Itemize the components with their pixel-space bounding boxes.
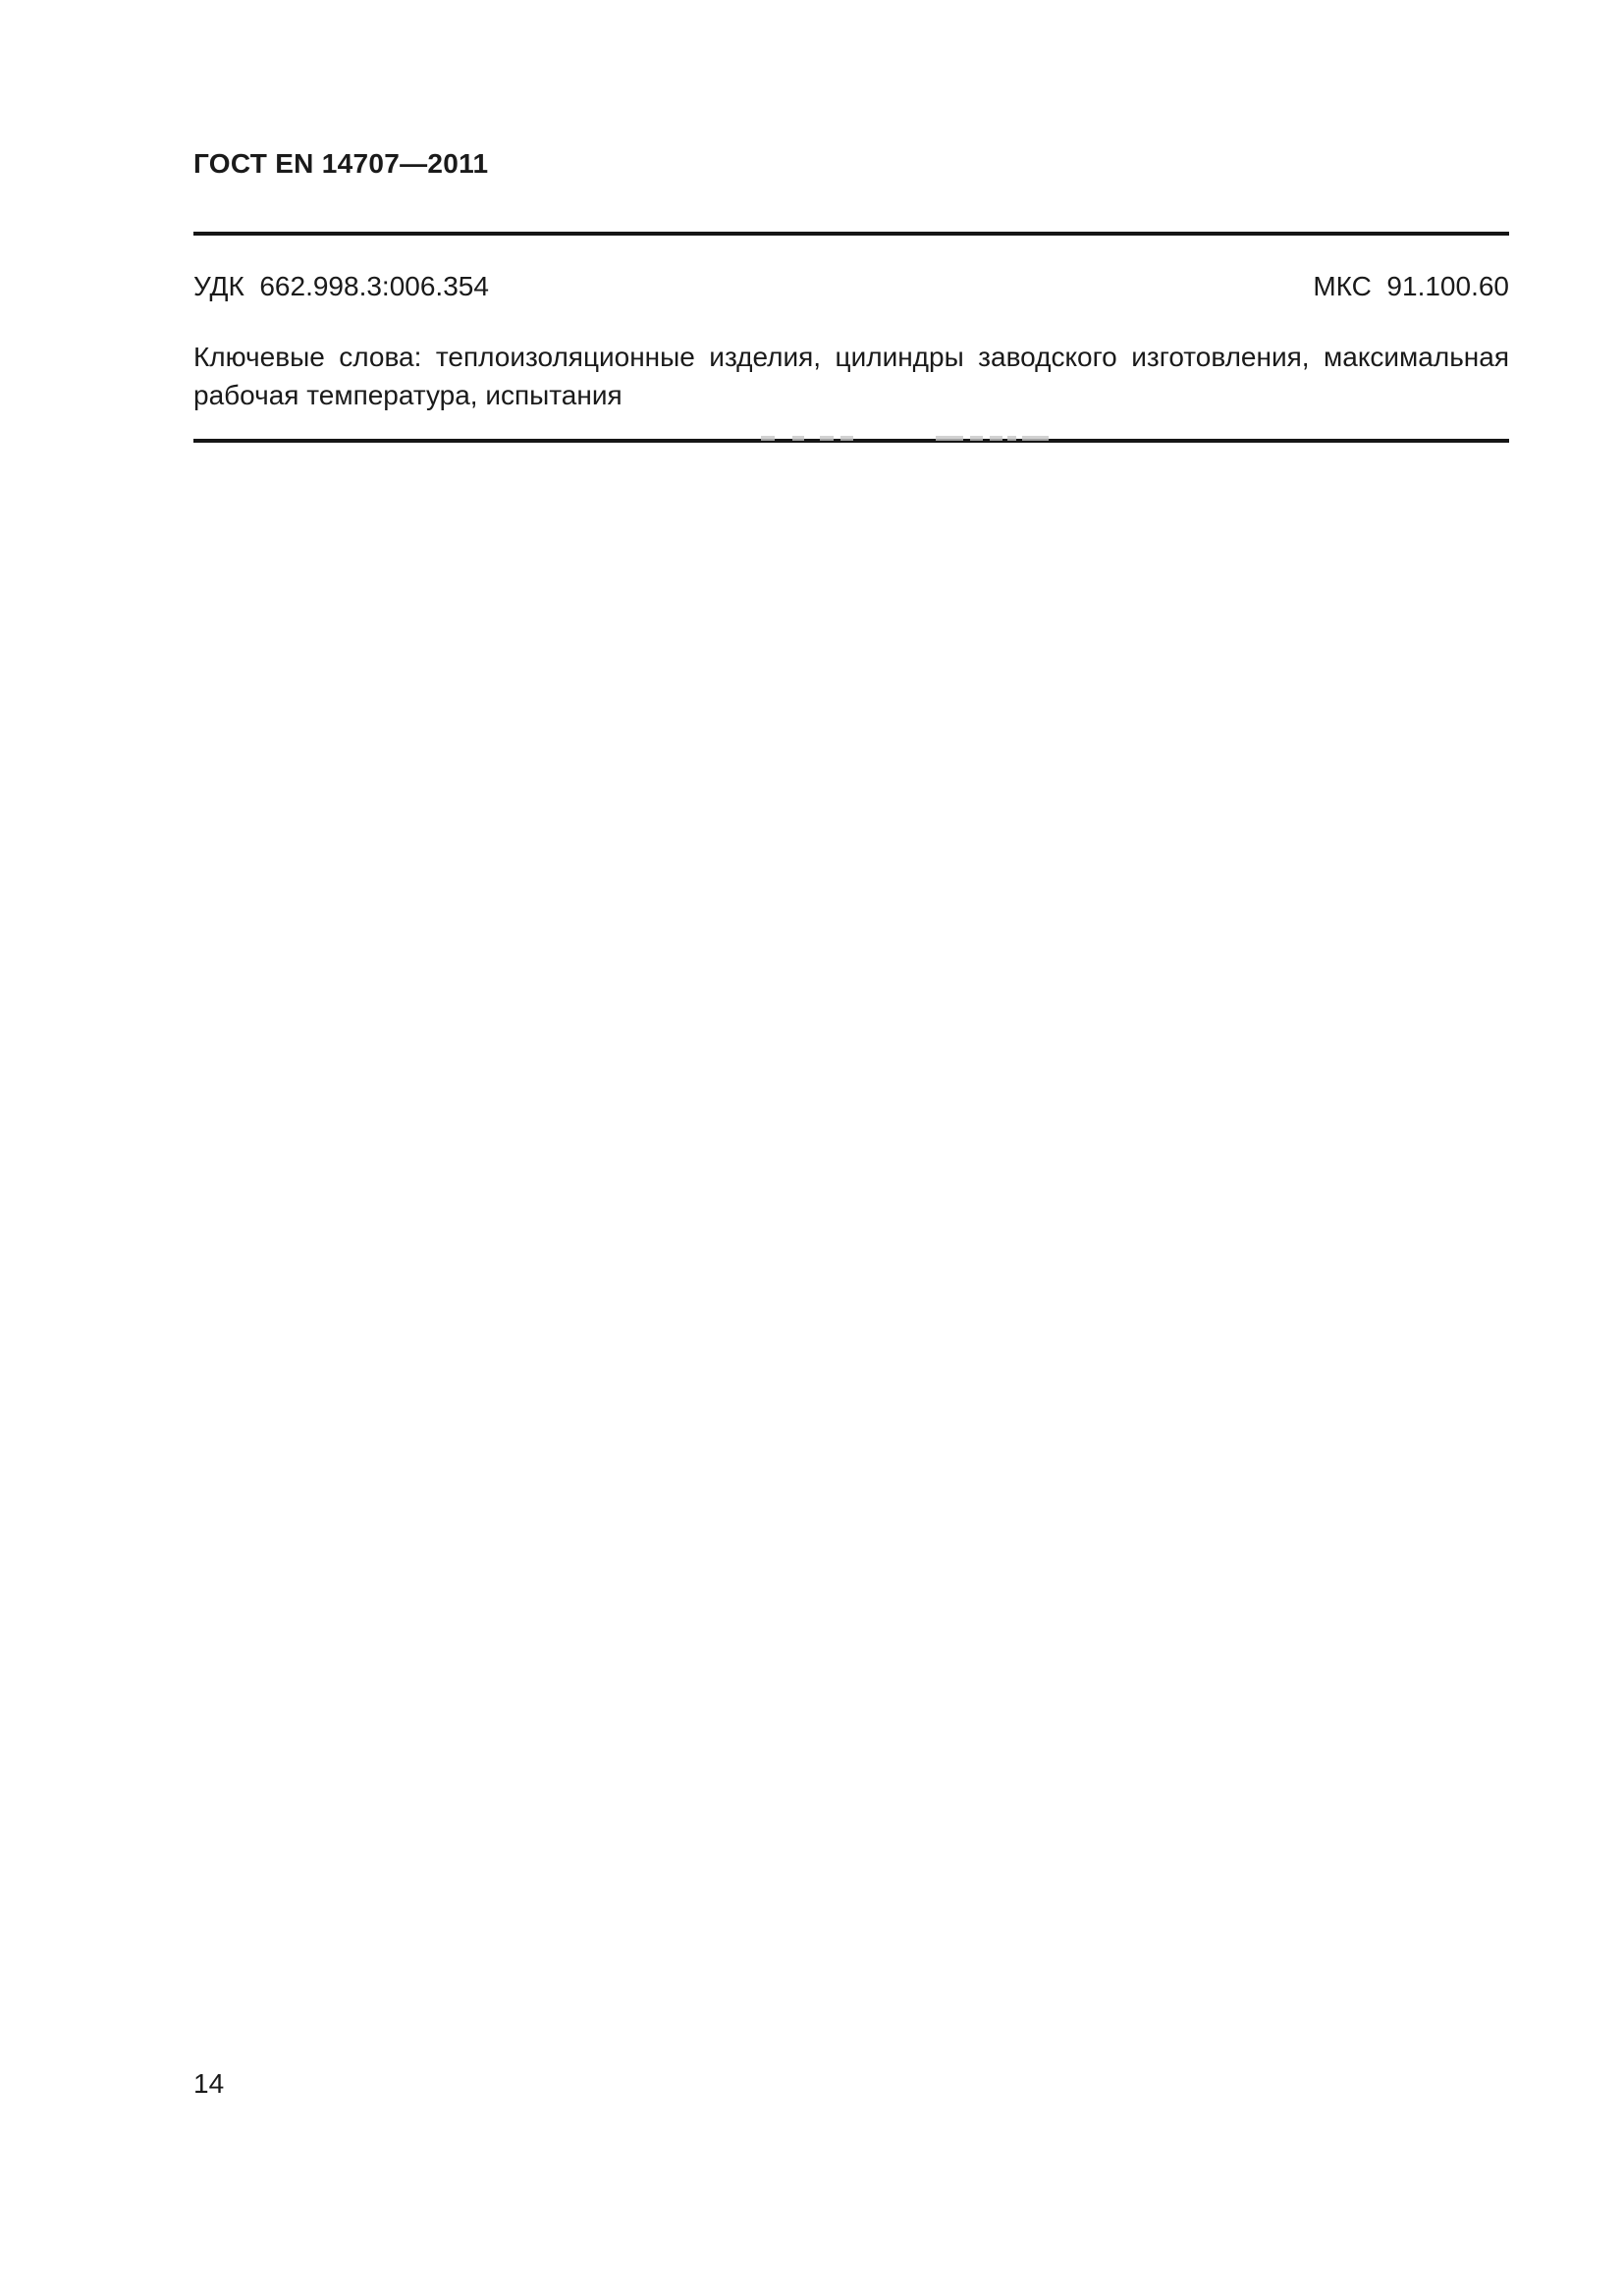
watermark-artifact — [970, 436, 983, 441]
watermark-artifact — [990, 436, 1002, 441]
classification-codes-row — [193, 271, 1509, 302]
watermark-artifact — [792, 436, 804, 441]
watermark-artifact — [1007, 436, 1016, 441]
watermark-artifact — [820, 436, 834, 441]
watermark-artifact — [840, 436, 853, 441]
watermark-artifact — [761, 436, 775, 441]
watermark-artifact — [936, 436, 963, 441]
udk-code: УДК 662.998.3:006.354 — [193, 271, 489, 301]
watermark-artifact — [1022, 436, 1049, 441]
top-horizontal-rule — [193, 232, 1509, 236]
mks-code: МКС 91.100.60 — [1313, 271, 1509, 301]
keywords-paragraph: Ключевые слова: теплоизоляционные изделия, цилиндры заводского изготовления, максимальная рабочая температура, испытания — [193, 342, 1509, 410]
page-number: 14 — [193, 2068, 225, 2099]
standard-designation-header: ГОСТ EN 14707—2011 — [193, 148, 489, 179]
